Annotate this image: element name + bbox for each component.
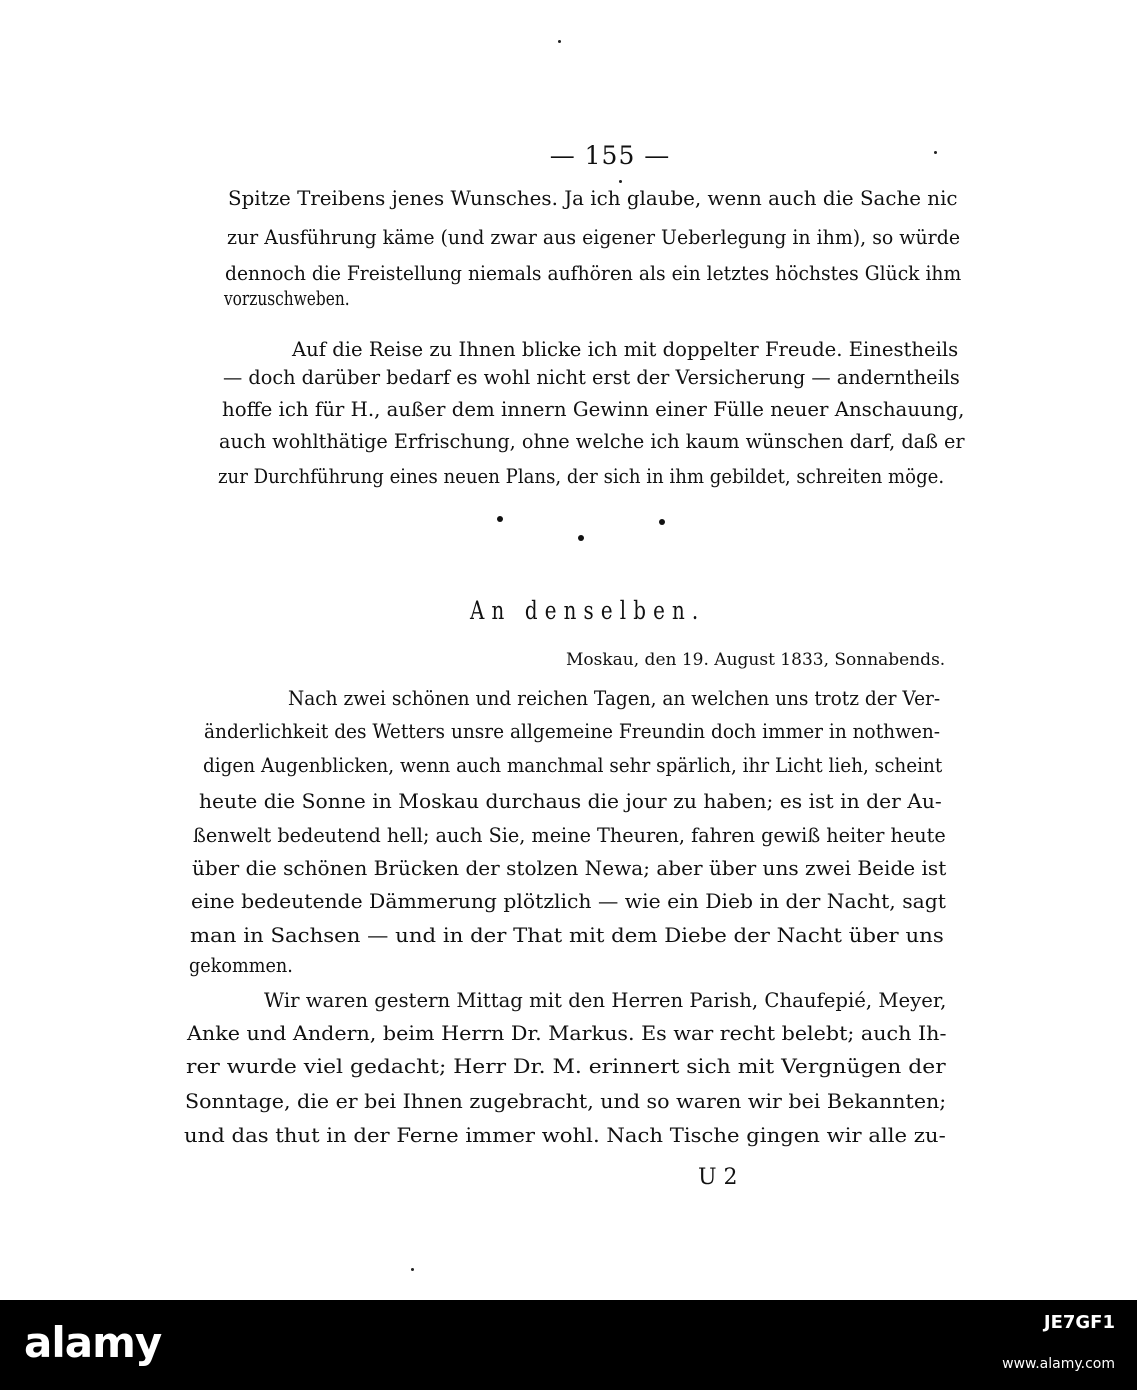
text-line: Wir waren gestern Mittag mit den Herren Parish, Chaufepié, Meyer, bbox=[264, 988, 947, 1012]
text-line: heute die Sonne in Moskau durchaus die jour zu haben; es ist in der Au- bbox=[199, 789, 942, 813]
text-line: zur Ausführung käme (und zwar aus eigener Ueberlegung in ihm), so würde bbox=[227, 225, 961, 249]
text-line: gekommen. bbox=[189, 953, 293, 977]
ornament-dot bbox=[659, 519, 665, 525]
text-line: über die schönen Brücken der stolzen Newa; aber über uns zwei Beide ist bbox=[192, 856, 947, 880]
brand-logo: alamy bbox=[24, 1318, 162, 1367]
text-line: digen Augenblicken, wenn auch manchmal sehr spärlich, ihr Licht lieh, scheint bbox=[203, 753, 943, 777]
text-line: Auf die Reise zu Ihnen blicke ich mit doppelter Freude. Einestheils bbox=[292, 337, 959, 361]
image-id: JE7GF1 bbox=[1043, 1312, 1115, 1333]
ornament-dot bbox=[578, 535, 584, 541]
text-line: Nach zwei schönen und reichen Tagen, an welchen uns trotz der Ver- bbox=[288, 686, 941, 710]
text-line: Anke und Andern, beim Herrn Dr. Markus. Es war recht belebt; auch Ih- bbox=[187, 1021, 947, 1045]
speck-mark bbox=[411, 1268, 414, 1271]
speck-mark bbox=[558, 40, 561, 43]
text-line: Sonntage, die er bei Ihnen zugebracht, und so waren wir bei Bekannten; bbox=[185, 1089, 947, 1113]
text-line: Spitze Treibens jenes Wunsches. Ja ich glaube, wenn auch die Sache nic bbox=[228, 186, 958, 210]
text-line: man in Sachsen — und in der That mit dem Diebe der Nacht über uns bbox=[190, 923, 944, 947]
text-line: zur Durchführung eines neuen Plans, der sich in ihm gebildet, schreiten möge. bbox=[218, 464, 945, 488]
text-line: hoffe ich für H., außer dem innern Gewinn einer Fülle neuer Anschauung, bbox=[222, 397, 965, 421]
signature-mark: U 2 bbox=[698, 1165, 738, 1190]
text-line: auch wohlthätige Erfrischung, ohne welche ich kaum wünschen darf, daß er bbox=[219, 429, 965, 453]
text-line: vorzuschweben. bbox=[224, 286, 350, 310]
text-line: — doch darüber bedarf es wohl nicht erst der Versicherung — anderntheils bbox=[223, 365, 960, 389]
footer-url: www.alamy.com bbox=[1002, 1356, 1115, 1372]
watermark-footer bbox=[0, 1300, 1137, 1390]
text-line: dennoch die Freistellung niemals aufhören als ein letztes höchstes Glück ihm bbox=[225, 261, 962, 285]
dateline: Moskau, den 19. August 1833, Sonnabends. bbox=[566, 650, 946, 670]
text-line: rer wurde viel gedacht; Herr Dr. M. erinnert sich mit Vergnügen der bbox=[186, 1054, 946, 1078]
text-line: eine bedeutende Dämmerung plötzlich — wie ein Dieb in der Nacht, sagt bbox=[191, 889, 946, 913]
page-number: — 155 — bbox=[549, 141, 671, 170]
section-heading: An denselben. bbox=[470, 596, 706, 625]
text-line: änderlichkeit des Wetters unsre allgemeine Freundin doch immer in nothwen- bbox=[204, 719, 941, 743]
speck-mark bbox=[934, 151, 937, 154]
ornament-dot bbox=[497, 516, 503, 522]
text-line: und das thut in der Ferne immer wohl. Nach Tische gingen wir alle zu- bbox=[184, 1123, 946, 1147]
text-line: ßenwelt bedeutend hell; auch Sie, meine Theuren, fahren gewiß heiter heute bbox=[193, 823, 946, 847]
